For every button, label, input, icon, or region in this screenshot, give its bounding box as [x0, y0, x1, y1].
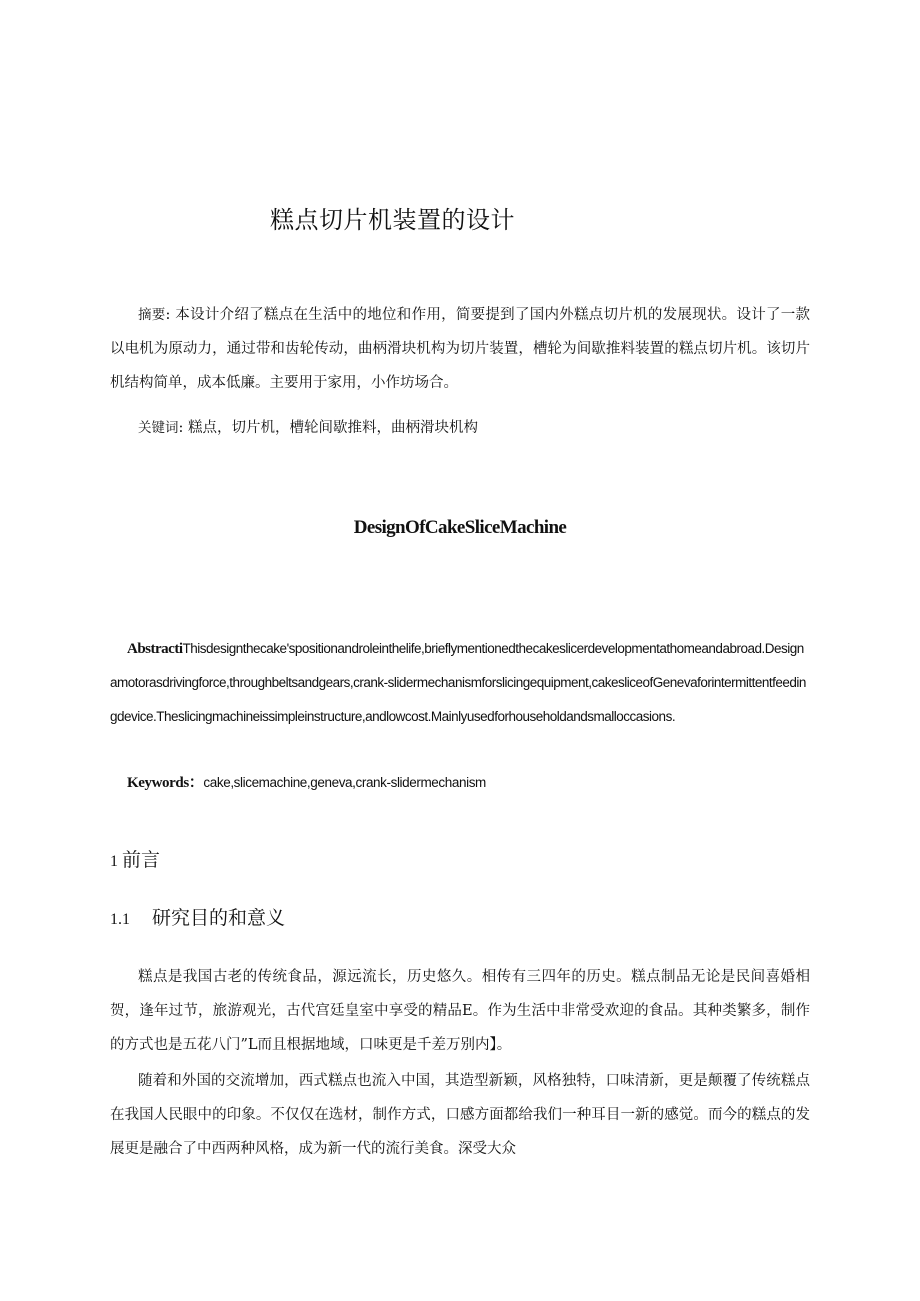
- chinese-abstract: [110, 298, 810, 400]
- english-abstract: [110, 632, 810, 734]
- english-title: DesignOfCakeSliceMachine: [353, 517, 567, 538]
- body-paragraph: 随着和外国的交流增加，西式糕点也流入中国，其造型新颖，风格独特，口味清新，更是颠覆了传统糕点在我国人民眼中的印象。不仅仅在选材，制作方式，口感方面都给我们一种耳目一新的感觉。而今的糕点的发展更是融合了中西两种风格，成为新一代的流行美食。深受大众: [110, 1073, 810, 1157]
- english-keywords: [127, 771, 486, 792]
- keywords-text: : 糕点，切片机，槽轮间歇推料，曲柄滑块机构: [178, 420, 478, 436]
- english-abstract-text: Thisdesignthecake'spositionandroleinthelife,brieflymentionedthecakeslicerdevelopmentathomeandabroad.Designamotorasdrivingforce,throughbeltsandgears,crank-slidermechanismforslicingequipment,cakesliceofGenevaforintermittentfeedingdevice.Theslicingmachineissimpleinstructure,andlowcost.Mainlyusedforhouseholdandsmalloccasions.: [110, 641, 806, 724]
- english-keywords-label: Keywords：: [127, 775, 204, 791]
- english-abstract-label: Abstracti: [127, 641, 183, 657]
- english-keywords-text: cake,slicemachine,geneva,crank-slidermechanism: [203, 775, 486, 790]
- chinese-keywords: [110, 411, 810, 445]
- keywords-label: 关键词: [138, 420, 179, 436]
- body-paragraph: 糕点是我国古老的传统食品，源远流长，历史悠久。相传有三四年的历史。糕点制品无论是民间喜婚相贺，逢年过节，旅游观光，古代宫廷皇室中享受的精品E。作为生活中非常受欢迎的食品。其种类繁多，制作的方式也是五花八门”L而且根据地域，口味更是千差万别内】。: [110, 969, 810, 1053]
- abstract-text: : 本设计介绍了糕点在生活中的地位和作用，简要提到了国内外糕点切片机的发展现状。设计了一款以电机为原动力，通过带和齿轮传动，曲柄滑块机构为切片装置，槽轮为间歇推料装置的糕点切片机。该切片机结构简单，成本低廉。主要用于家用，小作坊场合。: [110, 307, 811, 391]
- subsection-title: 研究目的和意义: [152, 907, 286, 929]
- section-heading-1-1: [110, 903, 285, 930]
- subsection-number: 1.1: [110, 911, 130, 928]
- abstract-label: 摘要: [138, 307, 166, 323]
- chinese-title: 糕点切片机装置的设计: [270, 206, 515, 234]
- section-heading-1: [110, 845, 160, 872]
- section-number: 1: [110, 853, 118, 870]
- section-title: 前言: [122, 849, 161, 871]
